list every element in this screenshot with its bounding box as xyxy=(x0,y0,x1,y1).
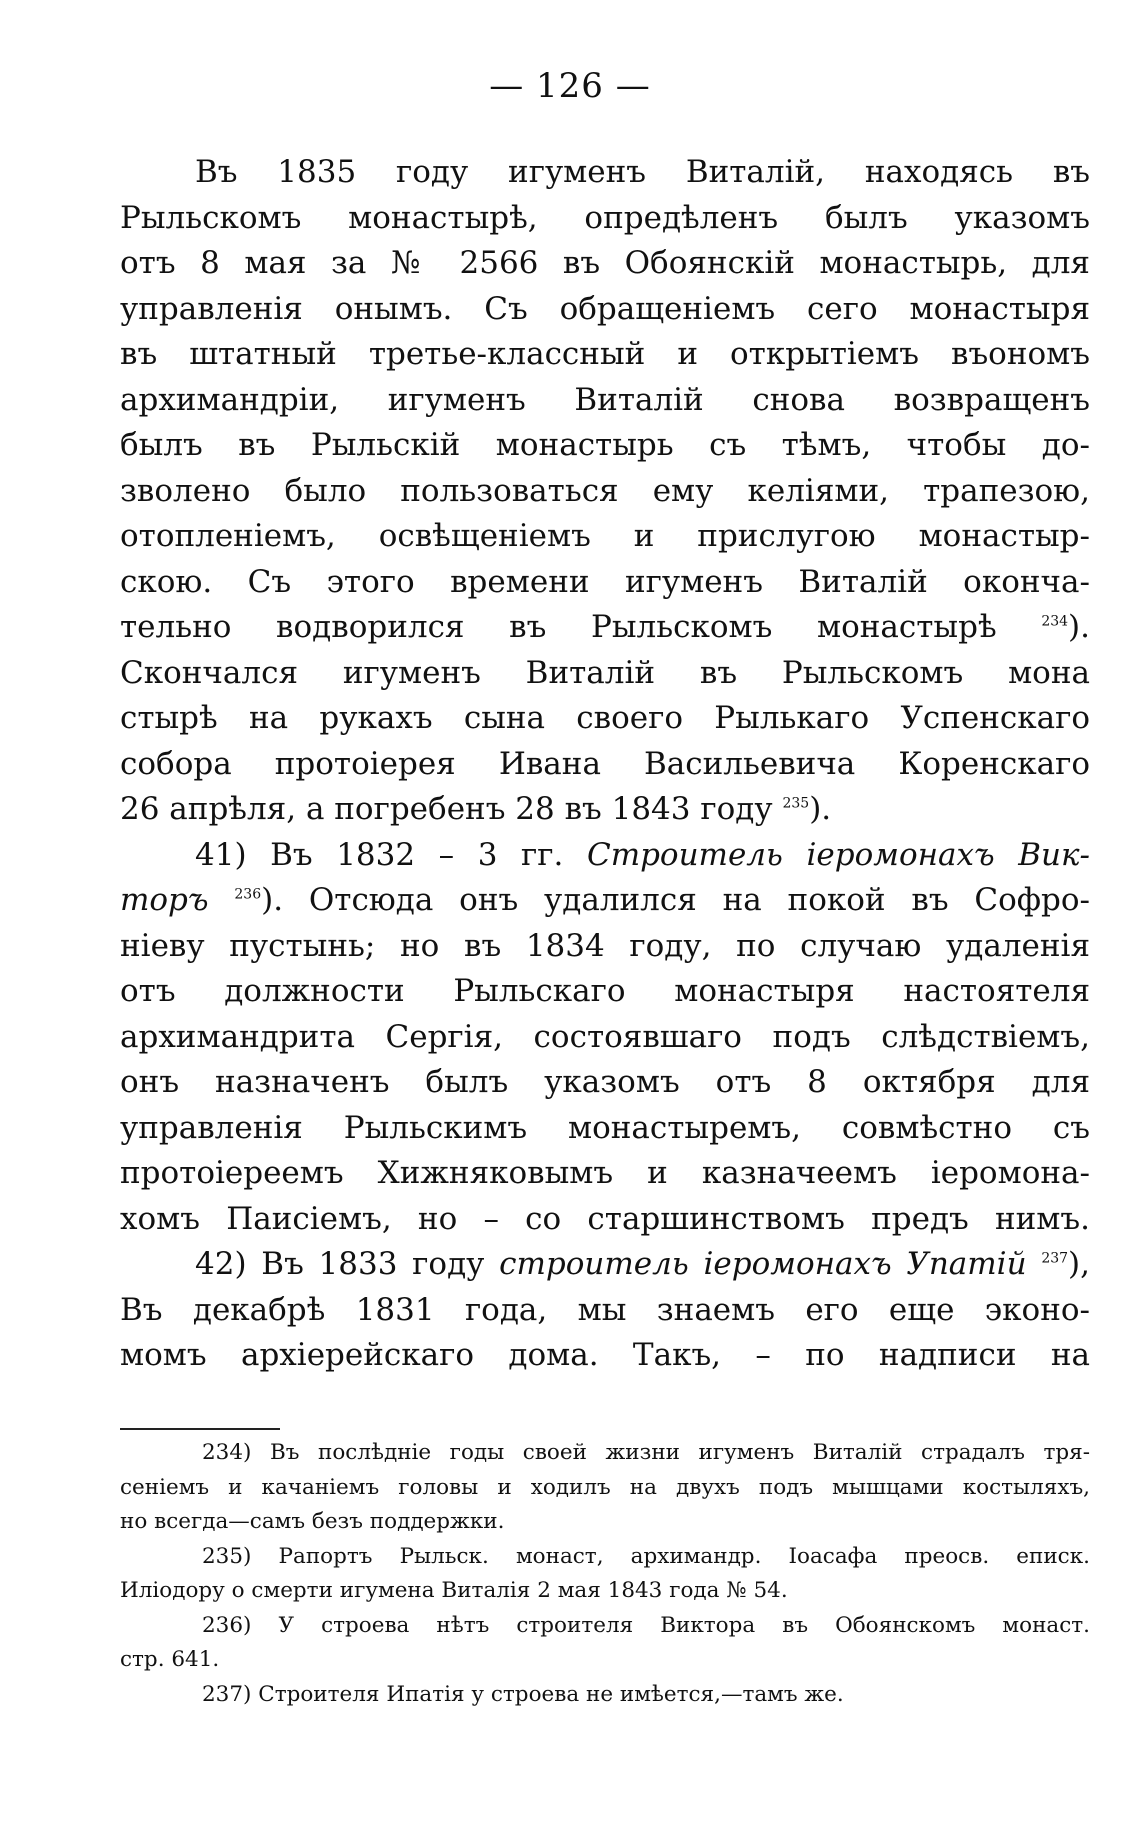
text-line: отъ 8 мая за № 2566 въ Обоянскій монастырь, для xyxy=(120,245,1090,281)
footnote-ref: 234 xyxy=(1041,613,1069,630)
text-line: Скончался игуменъ Виталій въ Рыльскомъ мона xyxy=(120,654,1090,691)
footnote-separator xyxy=(120,1428,280,1430)
footnote-line: 236) У строева нѣтъ строителя Виктора въ Обоянскомъ монаст. xyxy=(202,1612,1090,1638)
text-line: архимандрита Сергія, состоявшаго подъ слѣдствіемъ, xyxy=(120,1018,1090,1055)
footnote xyxy=(120,1609,1090,1678)
text-line xyxy=(120,787,1090,833)
text-line: Въ 1835 году игуменъ Виталій, находясь въ xyxy=(195,154,1090,190)
text-fragment: ). Отсюда онъ удалился на покой въ Софро- xyxy=(261,882,1090,918)
text-fragment: ). xyxy=(809,791,832,827)
text-line xyxy=(120,878,1090,924)
footnote-line: 234) Въ послѣдніе годы своей жизни игуменъ Виталій страдалъ тря- xyxy=(202,1440,1090,1465)
text-line: онъ назначенъ былъ указомъ отъ 8 октября для xyxy=(120,1064,1090,1100)
footnote-line: 235) Рапортъ Рыльск. монаст, архимандр. Іоасафа преосв. еписк. xyxy=(202,1543,1090,1569)
text-line: хомъ Паисіемъ, но – со старшинствомъ предъ нимъ. xyxy=(120,1200,1090,1237)
entry-title: строитель іеромонахъ Упатій xyxy=(499,1246,1027,1282)
text-line: управленія Рыльскимъ монастыремъ, совмѣстно съ xyxy=(120,1109,1090,1146)
text-line: отопленіемъ, освѣщеніемъ и прислугою монастыр- xyxy=(120,518,1090,554)
entry-heading-line xyxy=(120,1242,1090,1288)
text-line: собора протоіерея Ивана Васильевича Коренскаго xyxy=(120,745,1090,782)
text-line: былъ въ Рыльскій монастырь съ тѣмъ, чтобы до- xyxy=(120,427,1090,463)
text-fragment: ), xyxy=(1068,1246,1090,1282)
footnote xyxy=(120,1436,1090,1540)
text-line: отъ должности Рыльскаго монастыря настоятеля xyxy=(120,973,1090,1009)
text-line: протоіереемъ Хижняковымъ и казначеемъ іеромона- xyxy=(120,1155,1090,1191)
footnote-line: Иліодору о смерти игумена Виталія 2 мая 1843 года № 54. xyxy=(120,1578,788,1603)
entry-title: торъ xyxy=(120,882,209,918)
text-line: ніеву пустынь; но въ 1834 году, по случаю удаленія xyxy=(120,927,1090,964)
footnote-ref: 236 xyxy=(234,886,262,903)
entry-title: Строитель іеромонахъ Вик- xyxy=(586,836,1090,873)
footnote xyxy=(120,1540,1090,1609)
text-line: Рыльскомъ монастырѣ, опредѣленъ былъ указомъ xyxy=(120,199,1090,236)
footnote-line: стр. 641. xyxy=(120,1647,220,1672)
text-line: скою. Съ этого времени игуменъ Виталій оконча- xyxy=(120,563,1090,600)
text-line: зволено было пользоваться ему келіями, трапезою, xyxy=(120,472,1090,509)
main-text xyxy=(120,150,1090,1379)
text-line: Въ декабрѣ 1831 года, мы знаемъ его еще эконо- xyxy=(120,1291,1090,1328)
text-fragment: ). xyxy=(1068,609,1090,645)
text-line: архимандріи, игуменъ Виталій снова возвращенъ xyxy=(120,381,1090,418)
footnote xyxy=(120,1678,1090,1713)
text-line: момъ архіерейскаго дома. Такъ, – по надписи на xyxy=(120,1337,1090,1373)
footnote-line: сеніемъ и качаніемъ головы и ходилъ на двухъ подъ мышцами костыляхъ, xyxy=(120,1474,1090,1500)
entry-number: 41) Въ 1832 – 3 гг. xyxy=(195,836,564,873)
footnote-line: но всегда—самъ безъ поддержки. xyxy=(120,1509,505,1534)
footnote-line: 237) Строителя Ипатія у строева не имѣется,—тамъ же. xyxy=(202,1681,844,1707)
text-line xyxy=(120,605,1090,651)
page-number: — 126 — xyxy=(489,66,651,106)
footnote-ref: 235 xyxy=(782,795,810,812)
entry-number: 42) Въ 1833 году xyxy=(195,1246,485,1282)
text-fragment: 26 апрѣля, а погребенъ 28 въ 1843 году xyxy=(120,791,773,827)
text-line: управленія онымъ. Съ обращеніемъ сего монастыря xyxy=(120,290,1090,327)
entry-heading-line xyxy=(120,833,1090,879)
text-line: въ штатный третье-классный и открытіемъ въономъ xyxy=(120,336,1090,372)
footnote-ref: 237 xyxy=(1041,1250,1069,1267)
text-fragment: тельно водворился въ Рыльскомъ монастырѣ xyxy=(120,609,997,645)
text-line: стырѣ на рукахъ сына своего Рылькаго Успенскаго xyxy=(120,700,1090,736)
footnotes xyxy=(120,1436,1090,1712)
